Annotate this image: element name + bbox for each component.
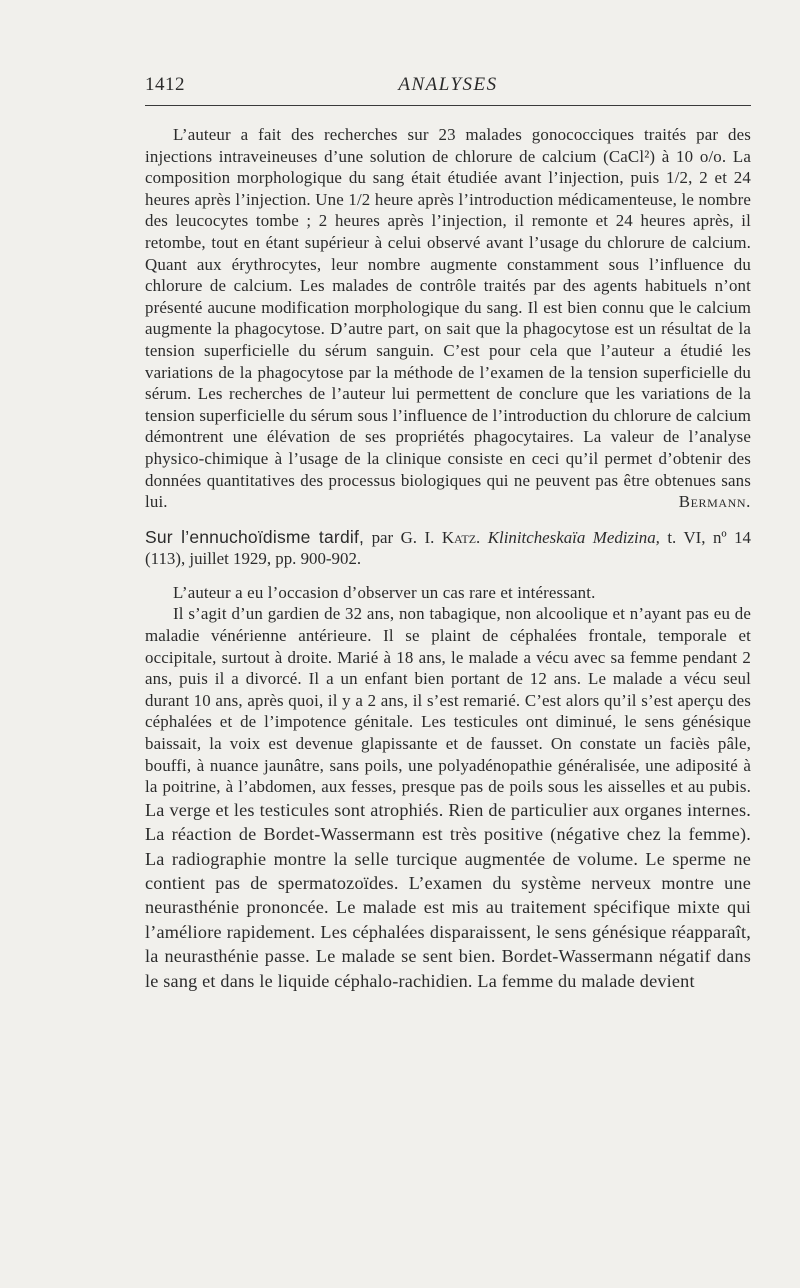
abstract-body-text: Il s’agit d’un gardien de 32 ans, non tabagique, non alcoolique et n’ayant pas eu de maladie vénérienne antérieure. Il se plaint de céphalées frontale, temporale et occipitale, surtout à droite. Marié à 18 ans, le malade a vécu avec sa femme pendant 2 ans, puis il a divorcé. Il a un enfant bien portant de 12 ans. Le malade a vécu seul durant 10 ans, après quoi, il y a 2 ans, il s’est remarié. C’est alors qu’il s’est aperçu des céphalées et de l’impotence génitale. Les testicules ont diminué, le sens génésique baissait, la voix est devenue glapissante et de fausset. On constate un faciès pâle, bouffi, à nuance jaunâtre, sans poils, une polyadénopathie généralisée, une adiposité à la poitrine, à l’abdomen, aux fesses, presque pas de poils sous les aisselles et au pubis. — [145, 604, 751, 797]
abstract-lead: L’auteur a eu l’occasion d’observer un cas rare et intéressant. — [173, 582, 596, 602]
article-by: par G. I. — [364, 527, 442, 547]
article-citation: t. VI, nº 14 (113), juillet 1929, pp. 900-902. — [145, 527, 752, 569]
abstract-body — [145, 603, 751, 993]
article-author: Katz. — [441, 527, 481, 547]
article-citation-line — [145, 527, 751, 570]
abstract-body-continued: La verge et les testicules sont atrophiés. Rien de particulier aux organes internes. La réaction de Bordet-Wassermann est très positive (négative chez la femme). La radiographie montre la selle turcique augmentée de volume. Le sperme ne contient pas de spermatozoïdes. L’examen du système nerveux montre une neurasthénie prononcée. Le malade est mis au traitement spécifique mixte qui l’améliore rapidement. Les céphalées disparaissent, le sens génésique réapparaît, la neurasthénie passe. Le malade se sent bien. Bordet-Wassermann négatif dans le sang et dans le liquide céphalo-rachidien. La femme du malade devient — [145, 799, 751, 991]
page — [145, 70, 751, 993]
article-heading — [145, 527, 751, 570]
reviewer-signature: Bermann. — [678, 492, 751, 512]
header-rule — [145, 105, 751, 106]
running-head — [145, 70, 751, 100]
page-number: 1412 — [145, 74, 185, 95]
article-journal: Klinitcheskaïa Medizina, — [487, 527, 660, 547]
abstract-eunuchoidism — [145, 582, 751, 993]
section-title: ANALYSES — [398, 74, 498, 95]
abstract-paragraph — [145, 124, 751, 513]
abstract-gonococcal — [145, 124, 751, 513]
abstract-text: L’auteur a fait des recherches sur 23 malades gonococciques traités par des injections intraveineuses d’une solution de chlorure de calcium (CaCl²) à 10 o/o. La composition morphologique du sang était étudiée avant l’injection, puis 1/2, 2 et 24 heures après l’injection. Une 1/2 heure après l’introduction médicamenteuse, le nombre des leucocytes tombe ; 2 heures après l’injection, il remonte et 24 heures après, il retombe, tout en étant supérieur à celui observé avant l’usage du chlorure de calcium. Quant aux érythrocytes, leur nombre augmente constamment sous l’influence du chlorure de calcium. Les malades de contrôle traités par des agents habituels n’ont présenté aucune modification morphologique du sang. Il est bien connu que le calcium augmente la phagocytose. D’autre part, on sait que la phagocytose est un résultat de la tension superficielle du sérum sanguin. C’est pour cela que l’auteur a étudié les variations de la phagocytose par la méthode de l’examen de la tension superficielle du sérum. Les recherches de l’auteur lui permettent de conclure que les variations de la tension superficielle du sérum sous l’influence de l’introduction du chlorure de calcium démontrent une élévation de ses propriétés phagocytaires. La valeur de l’analyse physico-chimique à l’usage de la clinique consiste en ceci qu’il permet d’obtenir des données quantitatives des processus biologiques qui ne peuvent pas être obtenues sans lui. — [145, 125, 751, 512]
article-title: Sur l’ennuchoïdisme tardif, — [145, 526, 365, 547]
